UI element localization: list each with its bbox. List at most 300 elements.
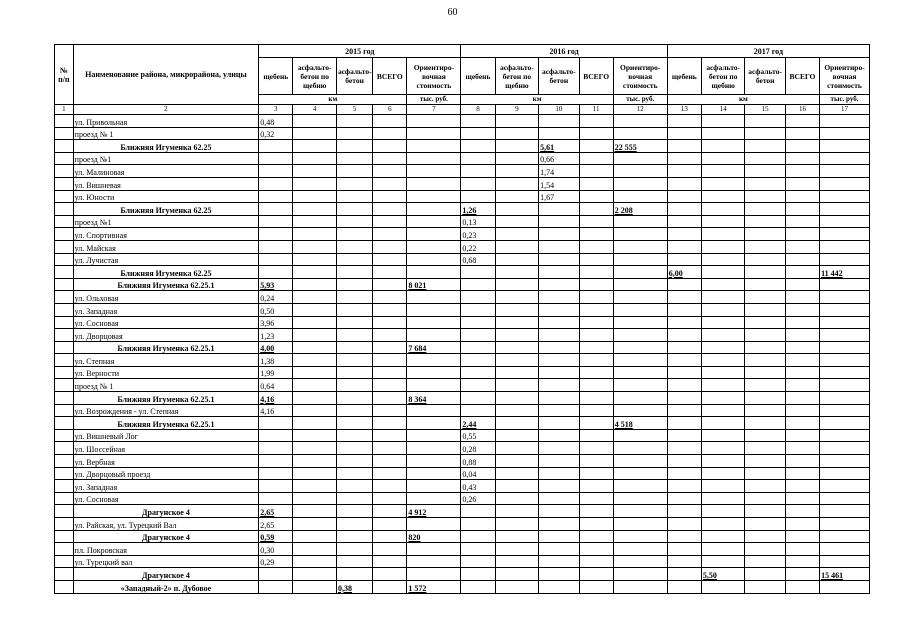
value-cell [785, 152, 819, 165]
value-cell [820, 240, 870, 253]
value-cell [701, 480, 745, 493]
value-cell [820, 442, 870, 455]
value-cell [820, 379, 870, 392]
value-cell [539, 580, 579, 593]
value-cell [820, 278, 870, 291]
value-cell [701, 379, 745, 392]
value-cell [745, 429, 785, 442]
value-cell [495, 492, 539, 505]
value-cell [336, 127, 372, 140]
value-cell [461, 115, 495, 128]
value-cell [336, 417, 372, 430]
value-cell [495, 455, 539, 468]
value-cell [373, 316, 407, 329]
value-cell [373, 568, 407, 581]
value-cell [745, 467, 785, 480]
table-row [55, 303, 870, 316]
value-cell [745, 152, 785, 165]
value-cell [407, 190, 461, 203]
value-cell [785, 354, 819, 367]
district-name: Ближняя Игуменка 62.25.1 [73, 278, 259, 291]
value-cell [579, 417, 613, 430]
value-cell: 820 [407, 530, 461, 543]
value-cell [293, 543, 337, 556]
value-cell [701, 341, 745, 354]
value-cell [293, 366, 337, 379]
value-cell [407, 417, 461, 430]
value-cell [539, 366, 579, 379]
value-cell [495, 291, 539, 304]
value-cell: 0,48 [259, 115, 293, 128]
value-cell [579, 115, 613, 128]
value-cell [336, 152, 372, 165]
value-cell [407, 329, 461, 342]
value-cell [461, 291, 495, 304]
row-index-cell [55, 165, 74, 178]
value-cell [336, 442, 372, 455]
street-name: ул. Ольховая [73, 291, 259, 304]
value-cell [336, 467, 372, 480]
street-name: ул. Шоссейная [73, 442, 259, 455]
table-row [55, 568, 870, 581]
header-unit-km: км [461, 95, 613, 105]
table-row [55, 467, 870, 480]
value-cell [701, 177, 745, 190]
value-cell [407, 518, 461, 531]
value-cell [579, 329, 613, 342]
column-number: 12 [613, 105, 667, 115]
value-cell [373, 543, 407, 556]
street-name: ул. Сосновая [73, 492, 259, 505]
value-cell: 2,65 [259, 518, 293, 531]
street-name: ул. Юности [73, 190, 259, 203]
value-cell [820, 165, 870, 178]
value-cell [293, 417, 337, 430]
row-index-cell [55, 140, 74, 153]
value-cell [373, 240, 407, 253]
value-cell [667, 253, 701, 266]
column-number: 10 [539, 105, 579, 115]
value-cell [539, 505, 579, 518]
value-cell [293, 253, 337, 266]
value-cell [495, 555, 539, 568]
street-name: проезд № 1 [73, 127, 259, 140]
value-cell [461, 580, 495, 593]
value-cell [667, 530, 701, 543]
header-year-2017: 2017 год [667, 45, 869, 58]
value-cell [293, 316, 337, 329]
value-cell [579, 580, 613, 593]
value-cell: 0,68 [461, 253, 495, 266]
value-cell [407, 253, 461, 266]
row-index-cell [55, 404, 74, 417]
value-cell [461, 555, 495, 568]
value-cell [785, 177, 819, 190]
value-cell [461, 354, 495, 367]
value-cell: 0,13 [461, 215, 495, 228]
header-year-2015: 2015 год [259, 45, 461, 58]
value-cell [293, 278, 337, 291]
value-cell [579, 366, 613, 379]
value-cell [785, 215, 819, 228]
header-unit-rub: тыс. руб. [407, 95, 461, 105]
header-subcolumn: ВСЕГО [579, 58, 613, 95]
value-cell [745, 240, 785, 253]
value-cell [373, 140, 407, 153]
row-index-cell [55, 555, 74, 568]
value-cell [785, 253, 819, 266]
value-cell [407, 127, 461, 140]
value-cell [701, 316, 745, 329]
value-cell [785, 203, 819, 216]
value-cell [745, 215, 785, 228]
value-cell [613, 455, 667, 468]
table-row [55, 266, 870, 279]
value-cell [293, 115, 337, 128]
header-subcolumn: щебень [461, 58, 495, 95]
value-cell [579, 429, 613, 442]
value-cell [579, 190, 613, 203]
value-cell: 0,88 [461, 455, 495, 468]
value-cell [613, 555, 667, 568]
value-cell [336, 240, 372, 253]
value-cell [495, 266, 539, 279]
value-cell [373, 203, 407, 216]
value-cell: 1,38 [259, 354, 293, 367]
column-number: 8 [461, 105, 495, 115]
value-cell [461, 505, 495, 518]
value-cell [579, 455, 613, 468]
value-cell [373, 555, 407, 568]
value-cell [785, 316, 819, 329]
value-cell [495, 442, 539, 455]
value-cell [293, 341, 337, 354]
table-row [55, 455, 870, 468]
value-cell [613, 215, 667, 228]
value-cell [539, 203, 579, 216]
value-cell [701, 366, 745, 379]
value-cell [336, 329, 372, 342]
value-cell [701, 392, 745, 405]
value-cell [336, 518, 372, 531]
value-cell [613, 568, 667, 581]
value-cell [407, 240, 461, 253]
value-cell [539, 530, 579, 543]
value-cell [336, 203, 372, 216]
row-index-cell [55, 580, 74, 593]
column-number: 9 [495, 105, 539, 115]
street-name: ул. Лучистая [73, 253, 259, 266]
value-cell [336, 543, 372, 556]
value-cell [785, 278, 819, 291]
value-cell [745, 316, 785, 329]
value-cell [293, 442, 337, 455]
value-cell [461, 278, 495, 291]
value-cell [745, 228, 785, 241]
value-cell [579, 354, 613, 367]
value-cell [579, 505, 613, 518]
value-cell [495, 316, 539, 329]
value-cell [539, 379, 579, 392]
header-subcolumn: ВСЕГО [373, 58, 407, 95]
header-subcolumn: асфальто-бетон [539, 58, 579, 95]
value-cell [407, 152, 461, 165]
value-cell [259, 467, 293, 480]
value-cell [820, 404, 870, 417]
value-cell [745, 417, 785, 430]
value-cell [407, 291, 461, 304]
district-name: Драгунское 4 [73, 505, 259, 518]
value-cell [745, 165, 785, 178]
table-row [55, 379, 870, 392]
value-cell [579, 278, 613, 291]
row-index-cell [55, 278, 74, 291]
value-cell [701, 278, 745, 291]
value-cell [701, 190, 745, 203]
table-row [55, 240, 870, 253]
street-name: пл. Покровская [73, 543, 259, 556]
value-cell [820, 177, 870, 190]
row-index-cell [55, 266, 74, 279]
value-cell [667, 366, 701, 379]
value-cell [820, 329, 870, 342]
value-cell [613, 467, 667, 480]
value-cell [336, 492, 372, 505]
value-cell [579, 165, 613, 178]
value-cell: 5,50 [701, 568, 745, 581]
value-cell: 0,38 [336, 580, 372, 593]
value-cell [613, 429, 667, 442]
value-cell [259, 203, 293, 216]
value-cell [613, 165, 667, 178]
row-index-cell [55, 316, 74, 329]
value-cell [579, 177, 613, 190]
value-cell [293, 240, 337, 253]
column-number: 1 [55, 105, 74, 115]
value-cell [539, 518, 579, 531]
value-cell [461, 316, 495, 329]
value-cell [820, 253, 870, 266]
value-cell [579, 467, 613, 480]
value-cell [259, 417, 293, 430]
value-cell [293, 455, 337, 468]
value-cell [745, 291, 785, 304]
street-name: ул. Привольная [73, 115, 259, 128]
value-cell [373, 392, 407, 405]
value-cell [579, 215, 613, 228]
value-cell [495, 417, 539, 430]
value-cell [293, 266, 337, 279]
value-cell [613, 329, 667, 342]
value-cell [701, 203, 745, 216]
column-number: 13 [667, 105, 701, 115]
value-cell: 0,22 [461, 240, 495, 253]
value-cell [613, 316, 667, 329]
value-cell [701, 467, 745, 480]
value-cell [745, 492, 785, 505]
column-number: 5 [336, 105, 372, 115]
value-cell [613, 278, 667, 291]
district-name: Ближняя Игуменка 62.25.1 [73, 417, 259, 430]
value-cell [407, 177, 461, 190]
row-index-cell [55, 152, 74, 165]
value-cell [785, 543, 819, 556]
street-name: ул. Сосновая [73, 316, 259, 329]
table-row [55, 165, 870, 178]
value-cell [667, 555, 701, 568]
value-cell [495, 505, 539, 518]
street-name: ул. Дворцовая [73, 329, 259, 342]
value-cell [820, 303, 870, 316]
value-cell [745, 555, 785, 568]
street-name: ул. Майская [73, 240, 259, 253]
value-cell [495, 190, 539, 203]
value-cell [820, 215, 870, 228]
value-cell: 0,66 [539, 152, 579, 165]
value-cell [293, 177, 337, 190]
value-cell: 4 518 [613, 417, 667, 430]
value-cell [373, 341, 407, 354]
value-cell [613, 266, 667, 279]
row-index-cell [55, 417, 74, 430]
value-cell [495, 366, 539, 379]
value-cell [579, 228, 613, 241]
value-cell [461, 543, 495, 556]
value-cell: 1,23 [259, 329, 293, 342]
header-subcolumn: щебень [259, 58, 293, 95]
value-cell [407, 442, 461, 455]
value-cell [745, 442, 785, 455]
table-row [55, 354, 870, 367]
value-cell [579, 341, 613, 354]
value-cell [539, 480, 579, 493]
header-unit-rub: тыс. руб. [613, 95, 667, 105]
value-cell [373, 115, 407, 128]
value-cell: 0,59 [259, 530, 293, 543]
value-cell: 0,30 [259, 543, 293, 556]
value-cell [745, 253, 785, 266]
value-cell [579, 140, 613, 153]
value-cell [579, 518, 613, 531]
column-number: 14 [701, 105, 745, 115]
header-subcolumn: асфальто-бетон [745, 58, 785, 95]
value-cell [579, 442, 613, 455]
row-index-cell [55, 518, 74, 531]
value-cell [461, 127, 495, 140]
value-cell [667, 518, 701, 531]
district-name: Драгунское 4 [73, 530, 259, 543]
value-cell [336, 303, 372, 316]
value-cell [407, 543, 461, 556]
value-cell [259, 165, 293, 178]
value-cell [407, 467, 461, 480]
value-cell: 2,65 [259, 505, 293, 518]
value-cell [539, 278, 579, 291]
value-cell [336, 278, 372, 291]
street-name: ул. Малиновая [73, 165, 259, 178]
value-cell [701, 115, 745, 128]
column-number: 7 [407, 105, 461, 115]
value-cell [745, 379, 785, 392]
value-cell [407, 215, 461, 228]
value-cell [407, 429, 461, 442]
value-cell [785, 568, 819, 581]
column-number: 2 [73, 105, 259, 115]
value-cell [820, 530, 870, 543]
value-cell [820, 140, 870, 153]
value-cell [407, 404, 461, 417]
value-cell [373, 291, 407, 304]
value-cell [495, 152, 539, 165]
value-cell: 4,16 [259, 392, 293, 405]
value-cell [373, 190, 407, 203]
row-index-cell [55, 253, 74, 266]
column-number: 3 [259, 105, 293, 115]
value-cell [613, 253, 667, 266]
value-cell [613, 518, 667, 531]
value-cell [336, 228, 372, 241]
value-cell [336, 480, 372, 493]
road-repair-table [54, 44, 870, 594]
value-cell [373, 329, 407, 342]
value-cell [701, 291, 745, 304]
district-name: «Западный-2» п. Дубовое [73, 580, 259, 593]
value-cell [407, 203, 461, 216]
header-subcolumn: асфальто-бетон [336, 58, 372, 95]
value-cell [785, 455, 819, 468]
value-cell [579, 555, 613, 568]
value-cell [539, 455, 579, 468]
value-cell [336, 366, 372, 379]
value-cell [336, 165, 372, 178]
value-cell [745, 329, 785, 342]
value-cell [495, 467, 539, 480]
row-index-cell [55, 115, 74, 128]
value-cell [667, 177, 701, 190]
value-cell [820, 115, 870, 128]
value-cell: 7 684 [407, 341, 461, 354]
value-cell [373, 152, 407, 165]
value-cell [495, 115, 539, 128]
value-cell [407, 492, 461, 505]
value-cell: 0,23 [461, 228, 495, 241]
value-cell [579, 404, 613, 417]
value-cell [461, 177, 495, 190]
value-cell [407, 303, 461, 316]
table-row [55, 341, 870, 354]
value-cell [820, 518, 870, 531]
value-cell [373, 530, 407, 543]
value-cell [579, 253, 613, 266]
value-cell [336, 253, 372, 266]
value-cell [701, 518, 745, 531]
value-cell [820, 492, 870, 505]
value-cell [373, 165, 407, 178]
value-cell [373, 266, 407, 279]
value-cell [373, 253, 407, 266]
value-cell [495, 215, 539, 228]
value-cell [539, 291, 579, 304]
value-cell [745, 140, 785, 153]
value-cell [495, 303, 539, 316]
street-name: ул. Вишневая [73, 177, 259, 190]
value-cell [785, 417, 819, 430]
value-cell [373, 215, 407, 228]
value-cell: 5,93 [259, 278, 293, 291]
table-row [55, 190, 870, 203]
value-cell [785, 555, 819, 568]
value-cell [613, 505, 667, 518]
